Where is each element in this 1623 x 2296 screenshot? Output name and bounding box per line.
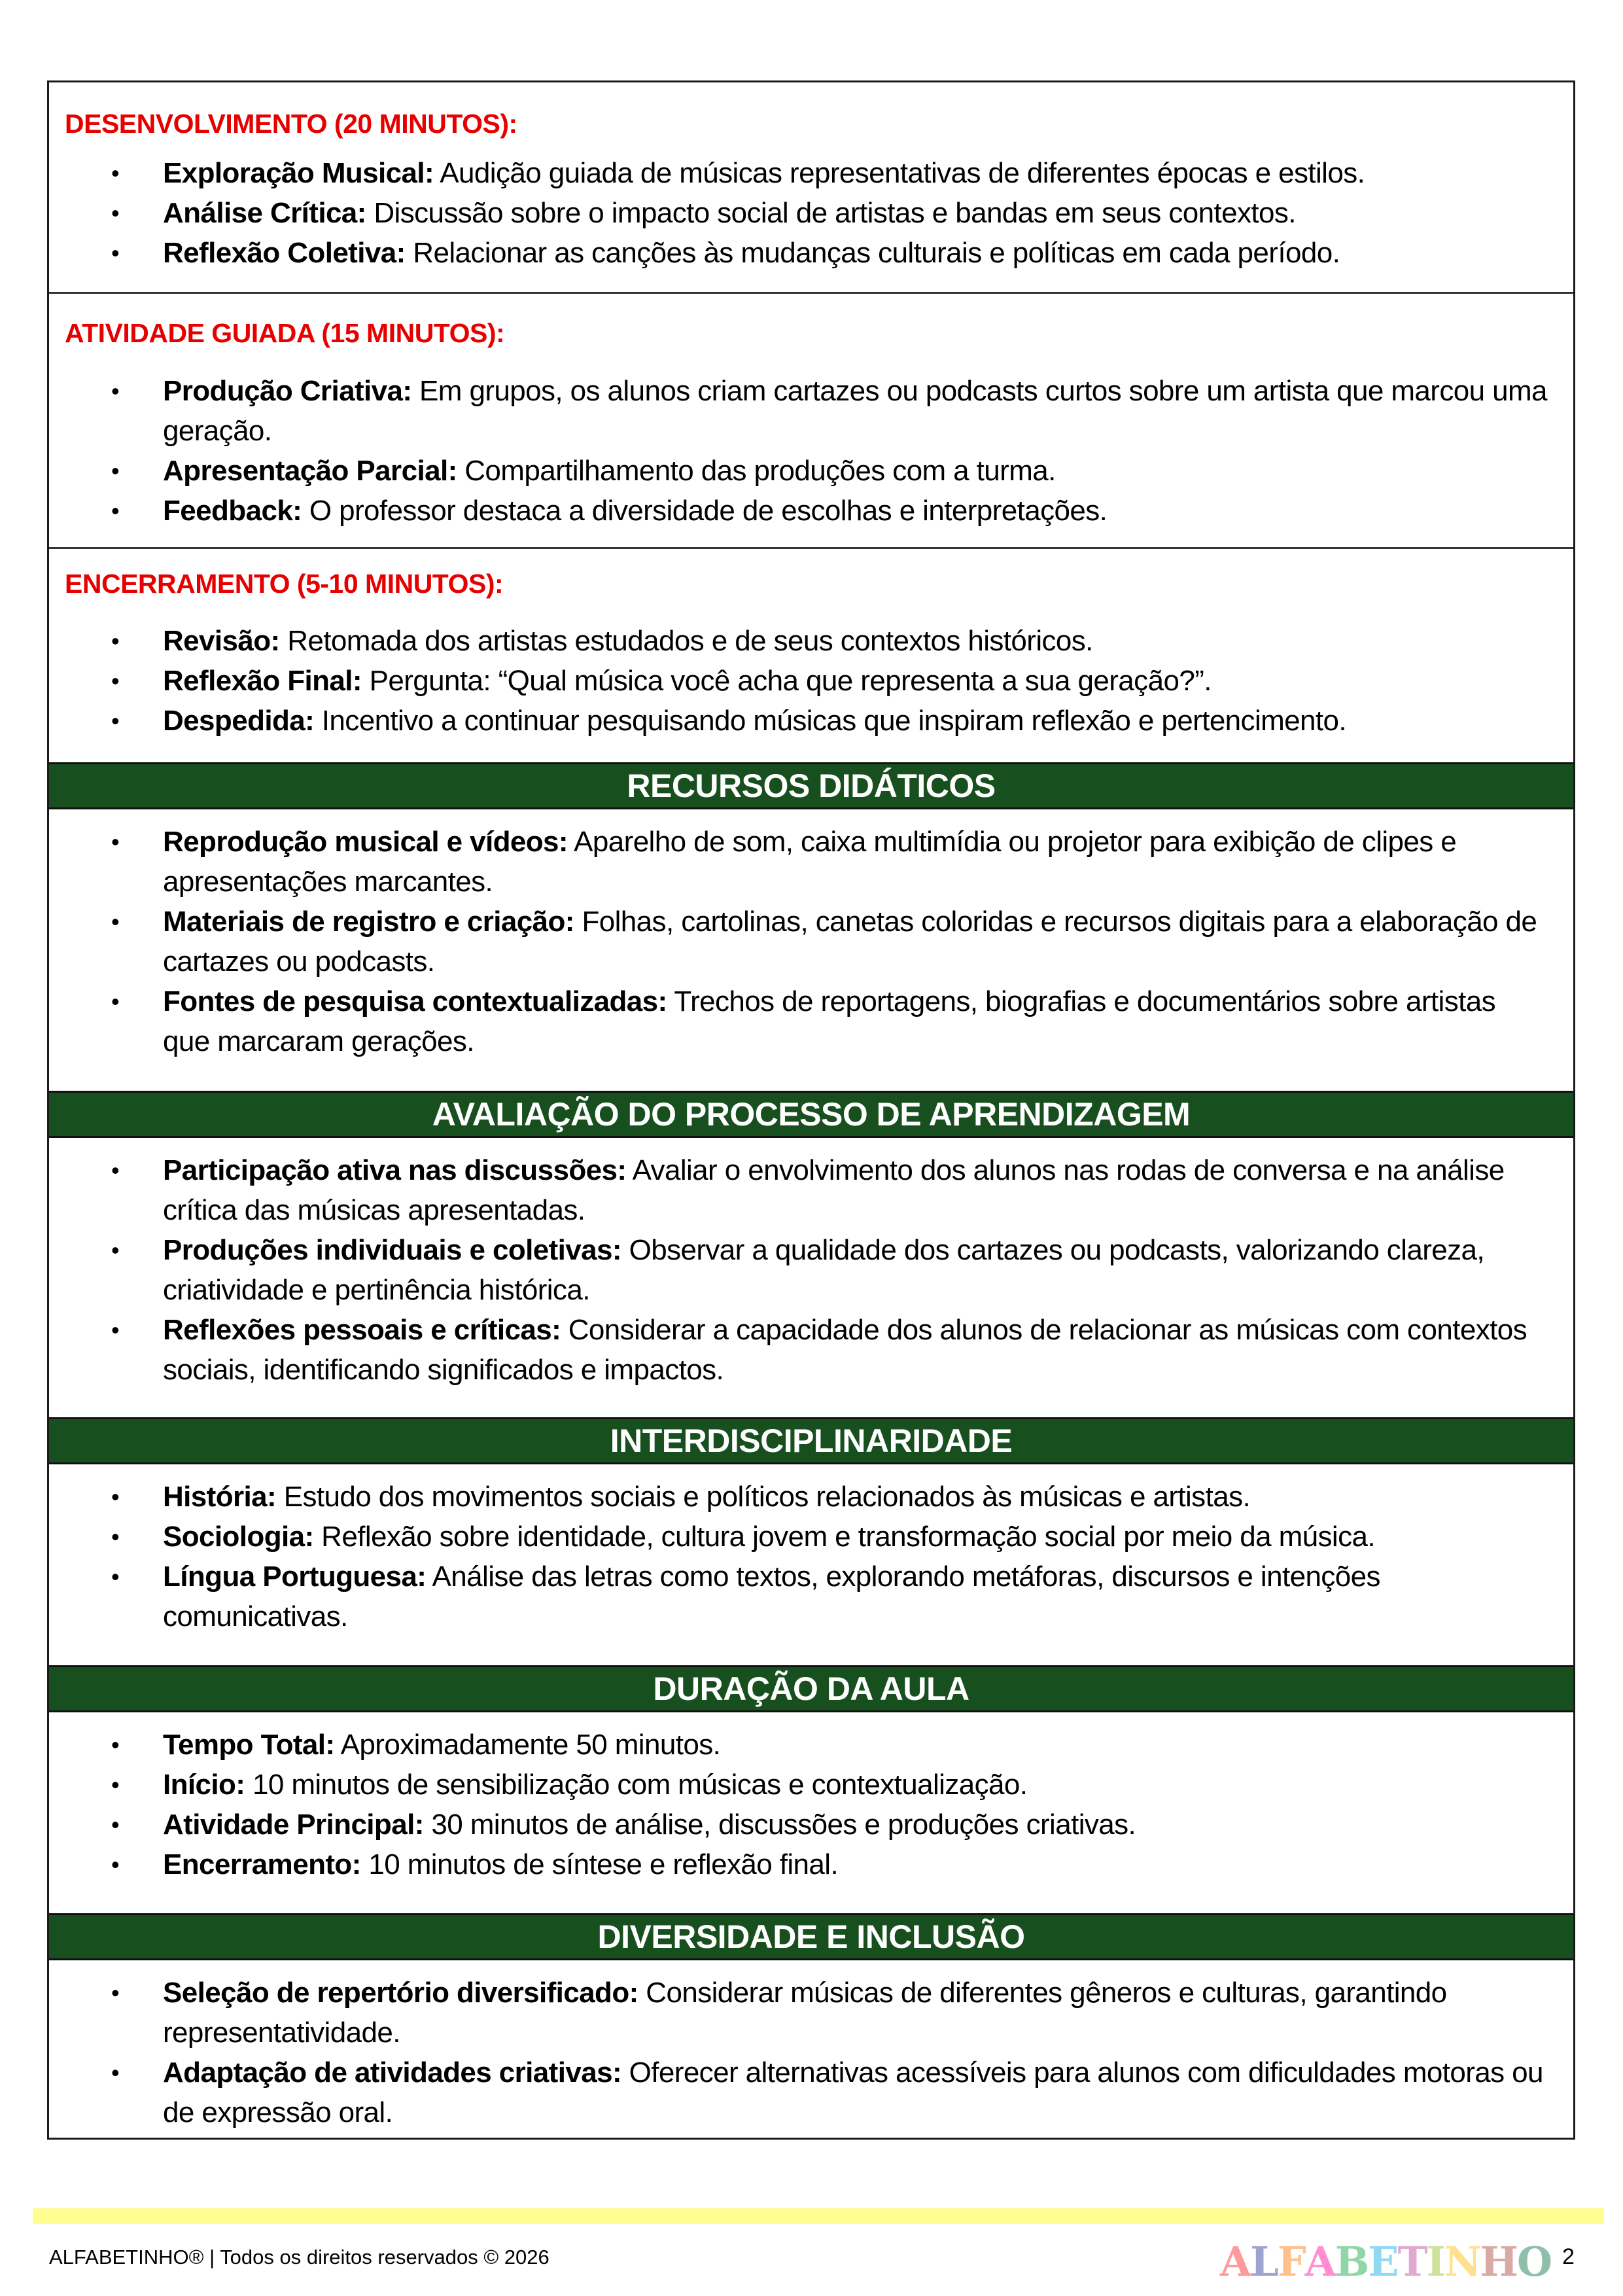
logo-letter: O <box>1516 2238 1551 2286</box>
lesson-plan-table <box>47 80 1575 2140</box>
logo-letter: A <box>1304 2238 1335 2286</box>
item-label: Língua Portuguesa: <box>163 1561 427 1593</box>
list-item <box>49 193 1547 233</box>
list-item <box>49 822 1547 902</box>
list-item <box>49 1557 1547 1636</box>
item-label: Exploração Musical: <box>163 157 434 189</box>
bullet-icon: • <box>111 1523 120 1550</box>
bullet-icon: • <box>111 908 120 935</box>
item-label: Atividade Principal: <box>163 1809 424 1841</box>
footer-copyright: ALFABETINHO® | Todos os direitos reservados © 2026 <box>49 2246 550 2269</box>
list-item <box>49 1477 1547 1517</box>
item-list <box>49 371 1547 531</box>
item-text: Observar a qualidade dos cartazes ou podcasts, valorizando clareza, criatividade e pertinência histórica. <box>163 1234 1485 1306</box>
list-item <box>49 621 1547 661</box>
brand-logo <box>1220 2238 1551 2286</box>
subsection-title: ATIVIDADE GUIADA (15 MINUTOS): <box>65 318 505 348</box>
subsection-encerramento <box>49 547 1573 764</box>
bullet-icon: • <box>111 828 120 855</box>
item-text: Compartilhamento das produções com a turma. <box>457 455 1056 487</box>
bullet-icon: • <box>111 1483 120 1510</box>
item-list <box>49 1477 1547 1636</box>
item-label: Revisão: <box>163 625 280 657</box>
list-item <box>49 981 1547 1061</box>
item-label: Fontes de pesquisa contextualizadas: <box>163 985 667 1017</box>
list-item <box>49 1845 1547 1884</box>
list-item <box>49 451 1547 491</box>
list-item <box>49 1765 1547 1805</box>
list-item <box>49 902 1547 981</box>
item-text: Em grupos, os alunos criam cartazes ou podcasts curtos sobre um artista que marcou uma geração. <box>163 375 1547 447</box>
logo-letter: A <box>1220 2238 1251 2286</box>
item-label: Tempo Total: <box>163 1729 335 1761</box>
item-text: Estudo dos movimentos sociais e políticos relacionados às músicas e artistas. <box>276 1481 1251 1513</box>
item-list <box>49 822 1547 1061</box>
page-number: 2 <box>1562 2244 1575 2269</box>
logo-letter: I <box>1426 2238 1444 2286</box>
item-label: Seleção de repertório diversificado: <box>163 1977 638 2009</box>
section-header-diversidade: DIVERSIDADE E INCLUSÃO <box>49 1913 1573 1960</box>
item-label: Análise Crítica: <box>163 197 366 229</box>
list-item <box>49 661 1547 701</box>
item-text: Audição guiada de músicas representativas de diferentes épocas e estilos. <box>434 157 1365 189</box>
subsection-title: DESENVOLVIMENTO (20 MINUTOS): <box>65 109 517 139</box>
item-text: O professor destaca a diversidade de escolhas e interpretações. <box>302 495 1108 527</box>
list-item <box>49 1517 1547 1557</box>
bullet-icon: • <box>111 1237 120 1263</box>
list-item <box>49 1230 1547 1310</box>
logo-letter: N <box>1444 2238 1480 2286</box>
item-label: Reprodução musical e vídeos: <box>163 826 568 858</box>
item-label: Início: <box>163 1769 245 1801</box>
item-text: Oferecer alternativas acessíveis para alunos com dificuldades motoras ou de expressão oral. <box>163 2057 1543 2128</box>
list-item <box>49 2053 1547 2132</box>
bullet-icon: • <box>111 2059 120 2086</box>
logo-letter: E <box>1368 2238 1398 2286</box>
bullet-icon: • <box>111 1979 120 2006</box>
bullet-icon: • <box>111 497 120 524</box>
item-text: Considerar músicas de diferentes gêneros e culturas, garantindo representatividade. <box>163 1977 1447 2049</box>
bullet-icon: • <box>111 1771 120 1798</box>
bullet-icon: • <box>111 1563 120 1590</box>
bullet-icon: • <box>111 200 120 226</box>
section-header-interdisciplinaridade: INTERDISCIPLINARIDADE <box>49 1417 1573 1464</box>
item-label: Feedback: <box>163 495 302 527</box>
logo-letter: T <box>1397 2238 1427 2286</box>
bullet-icon: • <box>111 707 120 734</box>
list-item <box>49 153 1547 193</box>
list-item <box>49 1310 1547 1390</box>
item-text: Retomada dos artistas estudados e de seus contextos históricos. <box>279 625 1093 657</box>
bullet-icon: • <box>111 378 120 404</box>
item-text: Discussão sobre o impacto social de artistas e bandas em seus contextos. <box>366 197 1296 229</box>
item-label: Participação ativa nas discussões: <box>163 1154 627 1186</box>
item-list <box>49 1725 1547 1884</box>
bullet-icon: • <box>111 1316 120 1343</box>
item-label: História: <box>163 1481 277 1513</box>
logo-letter: F <box>1277 2238 1305 2286</box>
bullet-icon: • <box>111 160 120 186</box>
bullet-icon: • <box>111 239 120 266</box>
bullet-icon: • <box>111 1731 120 1758</box>
item-text: Folhas, cartolinas, canetas coloridas e recursos digitais para a elaboração de cartazes ou podcasts. <box>163 906 1537 978</box>
section-header-recursos: RECURSOS DIDÁTICOS <box>49 762 1573 809</box>
bullet-icon: • <box>111 457 120 484</box>
item-label: Reflexão Coletiva: <box>163 237 406 269</box>
item-list <box>49 153 1547 273</box>
item-list <box>49 1973 1547 2132</box>
item-text: 10 minutos de síntese e reflexão final. <box>360 1848 839 1881</box>
item-text: Avaliar o envolvimento dos alunos nas rodas de conversa e na análise crítica das músicas apresentadas. <box>163 1154 1505 1226</box>
item-text: Considerar a capacidade dos alunos de relacionar as músicas com contextos sociais, identificando significados e impactos. <box>163 1314 1527 1386</box>
subsection-desenvolvimento <box>49 82 1573 294</box>
item-text: Reflexão sobre identidade, cultura jovem e transformação social por meio da música. <box>313 1521 1375 1553</box>
logo-letter: H <box>1480 2238 1517 2286</box>
logo-letter: L <box>1250 2238 1278 2286</box>
item-text: Incentivo a continuar pesquisando músicas que inspiram reflexão e pertencimento. <box>314 705 1347 737</box>
item-text: Análise das letras como textos, explorando metáforas, discursos e intenções comunicativas. <box>163 1561 1380 1633</box>
item-text: Trechos de reportagens, biografias e documentários sobre artistas que marcaram gerações. <box>163 985 1496 1057</box>
item-label: Materiais de registro e criação: <box>163 906 574 938</box>
bullet-icon: • <box>111 1157 120 1184</box>
item-text: Pergunta: “Qual música você acha que representa a sua geração?”. <box>361 665 1212 697</box>
section-header-avaliacao: AVALIAÇÃO DO PROCESSO DE APRENDIZAGEM <box>49 1091 1573 1138</box>
footer-divider-bar <box>33 2208 1604 2224</box>
list-item <box>49 701 1547 741</box>
item-label: Reflexão Final: <box>163 665 362 697</box>
subsection-atividade-guiada <box>49 292 1573 549</box>
item-text: 30 minutos de análise, discussões e produções criativas. <box>423 1809 1136 1841</box>
item-list <box>49 1150 1547 1390</box>
bullet-icon: • <box>111 627 120 654</box>
bullet-icon: • <box>111 667 120 694</box>
item-label: Produções individuais e coletivas: <box>163 1234 621 1266</box>
list-item <box>49 1805 1547 1845</box>
item-text: Relacionar as canções às mudanças culturais e políticas em cada período. <box>405 237 1340 269</box>
list-item <box>49 491 1547 531</box>
subsection-title: ENCERRAMENTO (5-10 MINUTOS): <box>65 569 504 599</box>
item-label: Sociologia: <box>163 1521 314 1553</box>
bullet-icon: • <box>111 1811 120 1838</box>
item-text: Aproximadamente 50 minutos. <box>334 1729 721 1761</box>
item-label: Reflexões pessoais e críticas: <box>163 1314 561 1346</box>
item-list <box>49 621 1547 741</box>
item-label: Adaptação de atividades criativas: <box>163 2057 622 2089</box>
list-item <box>49 1150 1547 1230</box>
bullet-icon: • <box>111 988 120 1015</box>
item-text: Aparelho de som, caixa multimídia ou projetor para exibição de clipes e apresentações marcantes. <box>163 826 1457 898</box>
bullet-icon: • <box>111 1851 120 1878</box>
item-label: Despedida: <box>163 705 315 737</box>
section-header-duracao: DURAÇÃO DA AULA <box>49 1665 1573 1712</box>
list-item <box>49 233 1547 273</box>
item-label: Apresentação Parcial: <box>163 455 457 487</box>
list-item <box>49 371 1547 451</box>
item-text: 10 minutos de sensibilização com músicas e contextualização. <box>245 1769 1028 1801</box>
list-item <box>49 1973 1547 2053</box>
item-label: Produção Criativa: <box>163 375 412 407</box>
item-label: Encerramento: <box>163 1848 361 1881</box>
list-item <box>49 1725 1547 1765</box>
logo-letter: B <box>1335 2238 1369 2286</box>
